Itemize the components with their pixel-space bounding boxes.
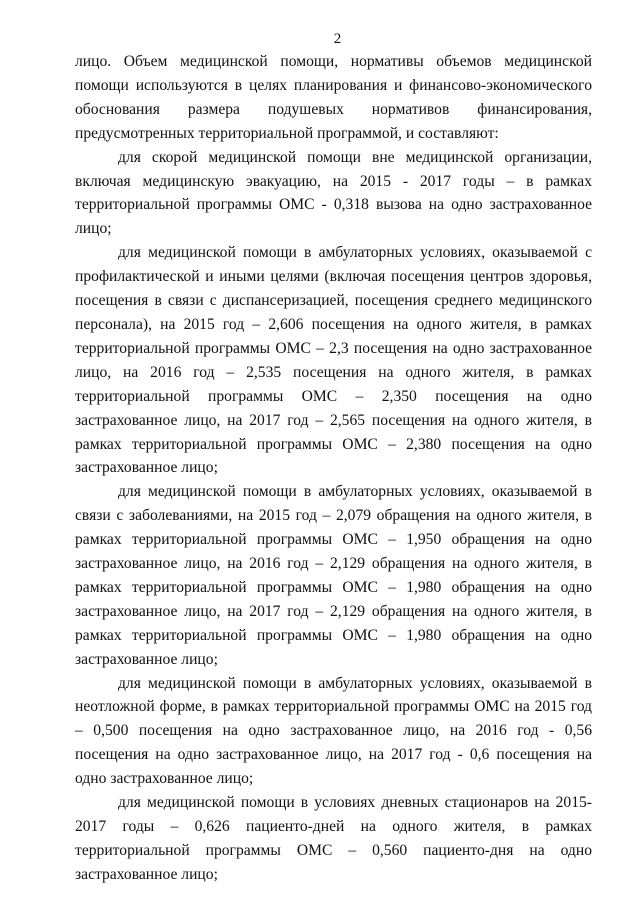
paragraph-outpatient-disease: для медицинской помощи в амбулаторных условиях, оказываемой в связи с заболеваниями, на 2015 год – 2,079 обращения на одного жителя, в рамках территориальной программы ОМС – 1,950 обращения на одно застрахованное лицо, на 2016 год – 2,129 обращения на одного жителя, в рамках территориальной программы ОМС – 1,980 обращения на одно застрахованное лицо, на 2017 год – 2,129 обращения на одного жителя, в рамках территориальной программы ОМС – 1,980 обращения на одно застрахованное лицо; bbox=[75, 483, 592, 668]
paragraph-outpatient-preventive: для медицинской помощи в амбулаторных условиях, оказываемой с профилактической и иными целями (включая посещения центров здоровья, посещения в связи с диспансеризацией, посещения среднего медицинского персонала), на 2015 год – 2,606 посещения на одного жителя, в рамках территориальной программы ОМС – 2,3 посещения на одно застрахованное лицо, на 2016 год – 2,535 посещения на одного жителя, в рамках территориальной программы ОМС – 2,350 посещения на одно застрахованное лицо, на 2017 год – 2,565 посещения на одного жителя, в рамках территориальной программы ОМС – 2,380 посещения на одно застрахованное лицо; bbox=[75, 244, 592, 477]
document-page bbox=[75, 30, 592, 887]
paragraph-continuation: лицо. Объем медицинской помощи, нормативы объемов медицинской помощи используются в целях планирования и финансово-экономического обоснования размера подушевых нормативов финансирования, предусмотренных территориальной программой, и составляют: bbox=[75, 53, 592, 142]
paragraph-outpatient-urgent: для медицинской помощи в амбулаторных условиях, оказываемой в неотложной форме, в рамках территориальной программы ОМС на 2015 год – 0,500 посещения на одно застрахованное лицо, на 2016 год - 0,56 посещения на одно застрахованное лицо, на 2017 год - 0,6 посещения на одно застрахованное лицо; bbox=[75, 674, 592, 788]
page-number: 2 bbox=[333, 31, 342, 47]
paragraph-day-hospital: для медицинской помощи в условиях дневных стационаров на 2015-2017 годы – 0,626 пациенто-дней на одного жителя, в рамках территориальной программы ОМС – 0,560 пациенто-дня на одно застрахованное лицо; bbox=[75, 794, 592, 883]
paragraph-emergency-care: для скорой медицинской помощи вне медицинской организации, включая медицинскую эвакуацию, на 2015 - 2017 годы – в рамках территориальной программы ОМС - 0,318 вызова на одно застрахованное лицо; bbox=[75, 148, 592, 238]
